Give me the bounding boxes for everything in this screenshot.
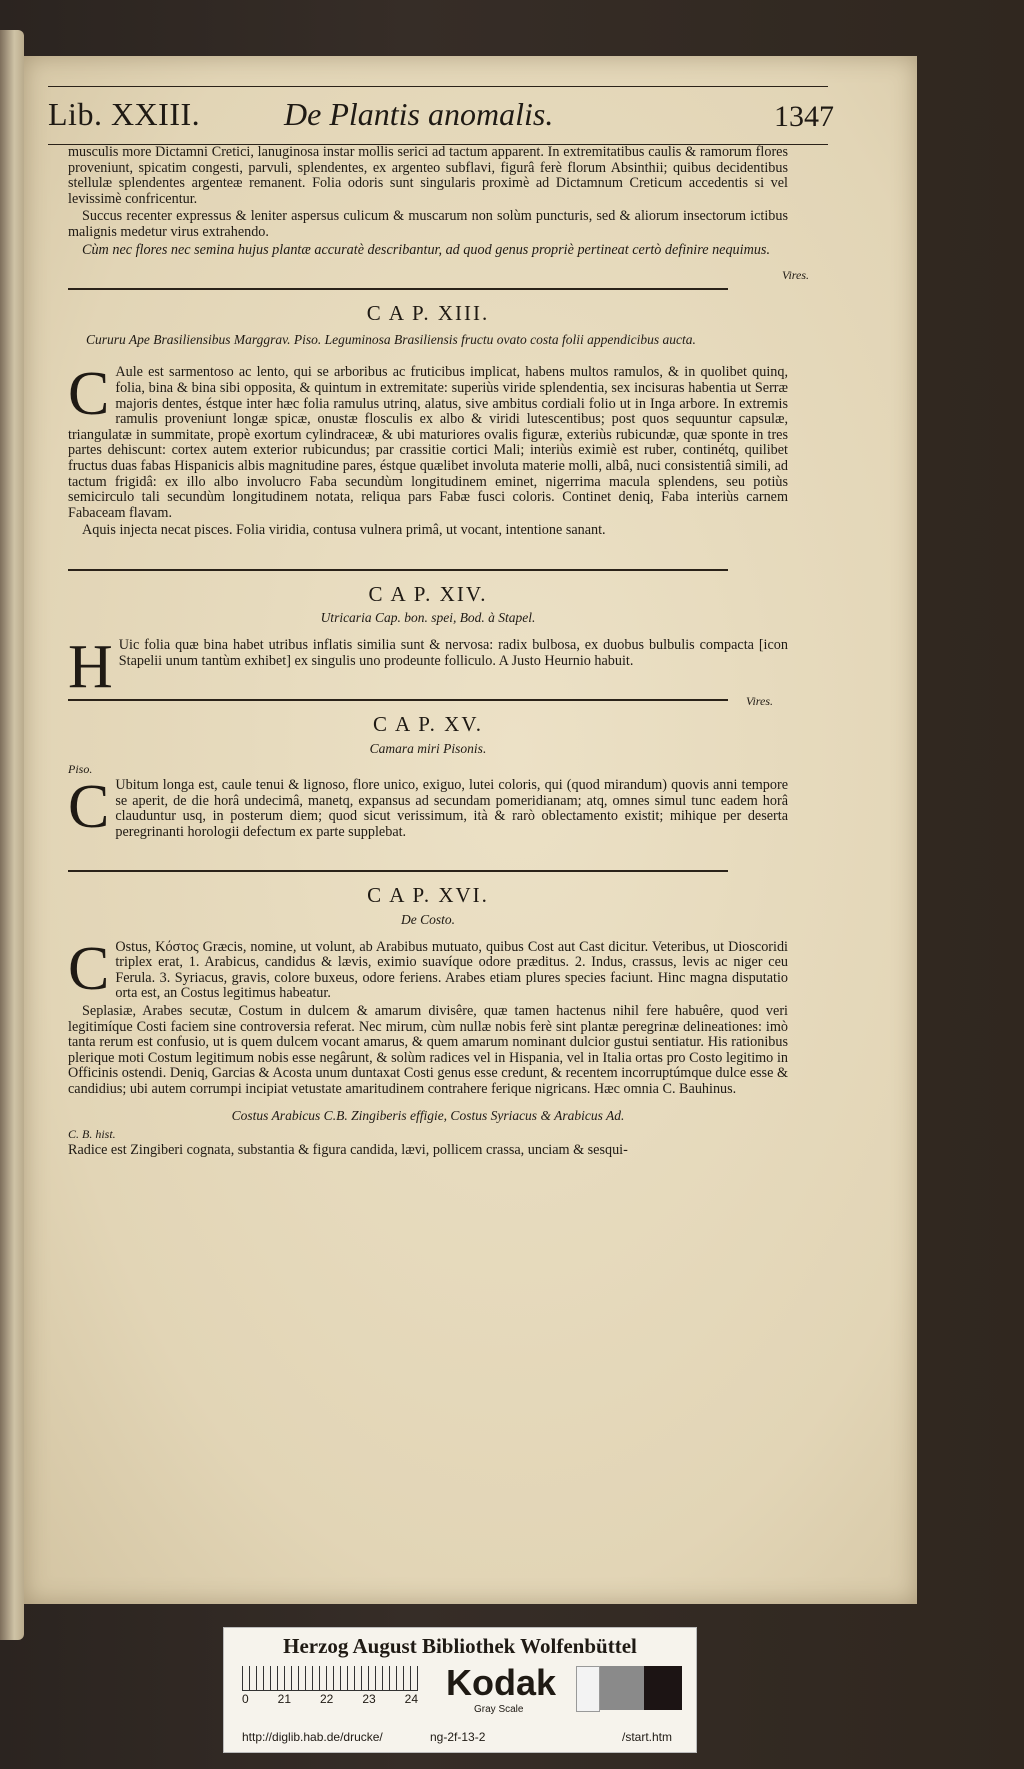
chapter-16-paragraph-3: Radice est Zingiberi cognata, substantia & figura candida, lævi, pollicem crassa, unciam & sesqui- <box>68 1141 628 1158</box>
section-divider <box>68 699 728 701</box>
chapter-heading-15: C A P. XV. <box>372 712 484 737</box>
ruler-label: 0 <box>242 1692 249 1706</box>
intro-paragraph-3: Cùm nec flores nec semina hujus plantæ accuratè describantur, ad quod genus propriè pertineat certò definire nequimus. <box>82 241 771 258</box>
chapter-16-subtitle: De Costo. <box>401 912 455 927</box>
chapter-14-paragraph-1: Uic folia quæ bina habet utribus inflatis similia sunt & nervosa: radix bulbosa, ex duobus bulbulis compacta [icon Stapelii unum tantùm exhibet] ex singulis uno prodeunte folliculo. A Justo Heurnio habuit. <box>118 637 788 669</box>
chapter-13-synonym: Cururu Ape Brasiliensibus Marggrav. Piso. Leguminosa Brasiliensis fructu ovato costa folii appendicibus aucta. <box>86 331 696 347</box>
gray-patch-mid <box>600 1666 644 1710</box>
chapter-15-body <box>68 773 788 842</box>
chapter-heading-14: C A P. XIV. <box>368 581 488 606</box>
ruler-labels <box>242 1692 418 1706</box>
ruler-label: 24 <box>404 1692 418 1706</box>
url-id: ng-2f-13-2 <box>430 1730 486 1744</box>
url-base: http://diglib.hab.de/drucke/ <box>242 1730 383 1744</box>
kodak-logo: Kodak <box>446 1662 557 1703</box>
chapter-13-paragraph-2: Aquis injecta necat pisces. Folia viridia, contusa vulnera primâ, ut vocant, intentione sanant. <box>82 522 606 539</box>
drop-cap: C <box>68 360 110 429</box>
drop-cap: H <box>68 633 113 702</box>
margin-note-vires-2: Vires. <box>746 694 773 708</box>
book-edge <box>0 30 24 1640</box>
section-divider <box>68 288 728 290</box>
ruler-label: 22 <box>319 1692 334 1706</box>
chapter-heading-16: C A P. XVI. <box>367 883 489 908</box>
chapter-13-paragraph-1: Aule est sarmentoso ac lento, qui se arboribus ac fruticibus implicat, habens multos ramulos, & in quolibet quinq, folia, bina & bina sibi opposita, & quintum in extremitate: superiùs viride splendentia, sex incisuras habentia ut Serræ majoris dentes, éstque inter hæc folia ramulus utrinq, alatus, sive ambitus cordiali folio ut in Inga arbore. In extremis ramulis proveniunt longæ spicæ, onustæ flosculis ex albo & viridi lutescentibus; post quos sequuntur capsulæ, triangulatæ in summitate, propè exortum cylindraceæ, & ubi maturiores ovalis figuræ, exteriùs rubicundæ, quæ sponte in tres partes dehiscunt: cortex autem exterior rubicundus; par crassitie cortici Mali; interiùs eximiè est ruber, continétq, quilibet fructus duas fabas Hispanicis albis magnitudine pares, éstque quælibet involuta materie molli, albâ, nuci consistentiâ simili, ad tactum frigidâ: ex illo albo involucro Faba secundùm longitudinem eminet, nigerrima macula splendens, seu potiùs semicirculo tali secundùm longitudinem notata, reliqua pars Fabæ fusci coloris. Continet deniq, Faba interiùs carnem Fabaceam flavam. <box>68 364 788 521</box>
library-name: Herzog August Bibliothek Wolfenbüttel <box>283 1634 637 1658</box>
margin-note-vires-1: Vires. <box>782 268 809 282</box>
drop-cap: C <box>68 934 110 1003</box>
ruler-label: 23 <box>362 1692 376 1706</box>
section-divider <box>68 870 728 872</box>
running-title: De Plantis anomalis. <box>284 96 554 132</box>
header-rule-top <box>48 86 828 87</box>
section-divider <box>68 569 728 571</box>
chapter-15-paragraph-1: Ubitum longa est, caule tenui & lignoso, flore unico, exiguo, lutei coloris, qui (quod mirandum) quovis anni tempore se aperit, de die horâ undecimâ, manetq, expansus ad secundam pomeridianam; atq, omnes simul tunc eadem horâ clauduntur usq, in posterum diem; quod sicut verissimum, ità & rarò oblectamento existit; mihique per deserta peregrinanti horologii defectum ex parte supplebat. <box>115 777 788 840</box>
intro-paragraph-2: Succus recenter expressus & leniter aspersus culicum & muscarum non solùm puncturis, sed & aliorum insectorum ictibus malignis medetur virus extrahendo. <box>68 208 788 240</box>
chapter-15-source: Piso. <box>68 762 93 777</box>
chapter-16-synonym: Costus Arabicus C.B. Zingiberis effigie, Costus Syriacus & Arabicus Ad. <box>231 1107 625 1123</box>
drop-cap: C <box>68 773 110 842</box>
intro-paragraph-1: musculis more Dictamni Cretici, lanuginosa instar mollis serici ad tactum apparent. In extremitatibus caulis & ramorum flores proveniunt, spicatim congesti, parvuli, splendentes, ex argenteo subflavi, figurâ ferè florum Absinthii; quibus decidentibus stellulæ splendentes argenteæ remanent. Folia odoris sunt singularis proximè ad Dictamnum Creticum accedentis si vel levissimè confricentur. <box>68 144 788 207</box>
chapter-16-body <box>68 934 788 1003</box>
page-body <box>68 145 788 1160</box>
url-end: /start.htm <box>622 1730 673 1744</box>
chapter-14-subtitle: Utricaria Cap. bon. spei, Bod. à Stapel. <box>320 610 536 626</box>
chapter-15-subtitle: Camara miri Pisonis. <box>369 740 487 756</box>
gray-patch-white <box>576 1666 600 1712</box>
gray-scale-label: Gray Scale <box>474 1704 524 1715</box>
ruler-scale <box>242 1666 418 1691</box>
chapter-16-paragraph-1: Ostus, Κόστος Græcis, nomine, ut volunt, ab Arabibus mutuato, quibus Cost aut Cast dicitur. Veteribus, ut Dioscoridi triplex erat, 1. Arabicus, candidus & lævis, eximio suavíque odore præditus. 2. Indus, crassus, levis ac niger ceu Ferula. 3. Syriacus, gravis, colore buxeus, odore feriens. Arabes etiam plures species faciunt. Hinc magna disputatio orta est, an Costus legitimus habeatur. <box>115 938 788 1002</box>
scan-target-card <box>223 1627 697 1753</box>
book-number: Lib. XXIII. <box>48 96 201 132</box>
page-number: 1347 <box>774 100 834 133</box>
chapter-16-paragraph-2: Seplasiæ, Arabes secutæ, Costum in dulcem & amarum divisêre, quæ tamen hactenus nihil fere habuêre, quod veri legitimíque Costi faciem sine controversia referat. Nec mirum, cùm nullæ nobis ferè sint plantæ peregrinæ delineationes: imò tanta rerum est confusio, ut is quem dulcem vocant amarus, & quem amarum nominant dulcior gustui sentiatur. His rationibus plerique moti Costum legitimum nobis esse negârunt, & solùm radices vel in Hispania, vel in Italia ortas pro Costo legitimo in Officinis ostendi. Deniq, Garcias & Acosta unum duntaxat Costi genus esse credunt, & recentem incorruptúmque dulce esse & candidius; ubi autem corrumpi incipiat vetustate amaritudinem contrahere ferique nigricans. Hæc omnia C. Bauhinus. <box>68 1002 788 1097</box>
chapter-heading-13: C A P. XIII. <box>366 301 490 326</box>
chapter-16-source: C. B. hist. <box>68 1127 116 1142</box>
chapter-13-body <box>68 360 788 521</box>
ruler-label: 21 <box>277 1692 292 1706</box>
gray-patch-black <box>644 1666 682 1710</box>
